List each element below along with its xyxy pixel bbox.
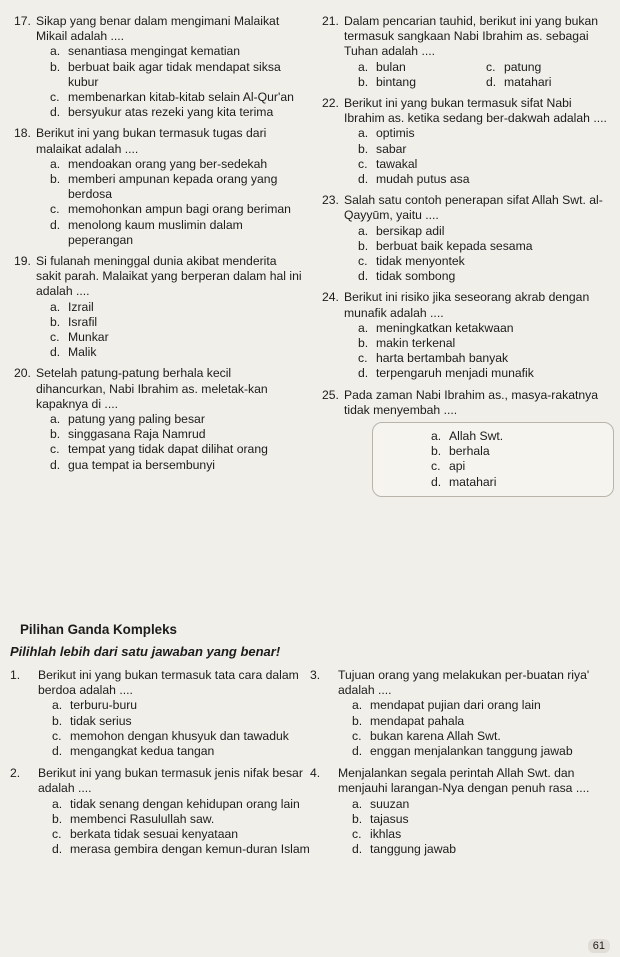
question-stem: Sikap yang benar dalam mengimani Malaikat Mikail adalah .... bbox=[36, 14, 280, 44]
option-c[interactable]: c. tempat yang tidak dapat dilihat orang bbox=[50, 442, 268, 457]
option-a[interactable]: a. bersikap adil bbox=[358, 223, 445, 238]
question-stem: Salah satu contoh penerapan sifat Allah Swt. al-Qayyūm, yaitu .... bbox=[344, 193, 603, 223]
question-number: 4. bbox=[310, 766, 321, 781]
option-c[interactable]: c. memohon dengan khusyuk dan tawaduk bbox=[52, 728, 289, 743]
page-number: 61 bbox=[588, 939, 610, 953]
option-a[interactable]: a. optimis bbox=[358, 126, 415, 141]
option-b[interactable]: b. berhala bbox=[431, 444, 490, 459]
option-b[interactable]: b. Israfil bbox=[50, 314, 98, 329]
option-c[interactable]: c. patung bbox=[486, 59, 542, 74]
question-number: 22. bbox=[322, 96, 339, 111]
option-c[interactable]: c. membenarkan kitab-kitab selain Al-Qur'an bbox=[50, 90, 294, 105]
question-number: 18. bbox=[14, 126, 31, 141]
question-number: 24. bbox=[322, 290, 339, 305]
option-b[interactable]: b. bintang bbox=[358, 74, 416, 89]
question-number: 2. bbox=[10, 766, 21, 781]
option-d[interactable]: d. tanggung jawab bbox=[352, 842, 457, 857]
question-22 bbox=[322, 96, 614, 187]
option-b[interactable]: b. sabar bbox=[358, 141, 407, 156]
answer-box bbox=[372, 422, 614, 497]
option-b[interactable]: b. berbuat baik kepada sesama bbox=[358, 238, 533, 253]
option-d[interactable]: d. matahari bbox=[431, 474, 497, 489]
option-b[interactable]: b. membenci Rasulullah saw. bbox=[52, 811, 215, 826]
question-number: 19. bbox=[14, 254, 31, 269]
question-20 bbox=[14, 366, 304, 472]
option-d[interactable]: d. mengangkat kedua tangan bbox=[52, 744, 215, 759]
option-d[interactable]: d. menolong kaum muslimin dalam peperangan bbox=[50, 217, 243, 247]
option-c[interactable]: c. Munkar bbox=[50, 330, 109, 345]
section-right-column bbox=[310, 668, 610, 864]
question-24 bbox=[322, 290, 614, 381]
option-b[interactable]: b. makin terkenal bbox=[358, 336, 456, 351]
option-c[interactable]: c. memohonkan ampun bagi orang beriman bbox=[50, 202, 291, 217]
question-stem: Dalam pencarian tauhid, berikut ini yang bukan termasuk sangkaan Nabi Ibrahim as. sebagai Tuhan adalah .... bbox=[344, 14, 599, 59]
question-stem: Pada zaman Nabi Ibrahim as., masya-rakatnya tidak menyembah .... bbox=[344, 387, 599, 417]
question-23 bbox=[322, 193, 614, 284]
question-number: 17. bbox=[14, 14, 31, 28]
option-d[interactable]: d. gua tempat ia bersembunyi bbox=[50, 457, 216, 472]
section-instruction: Pilihlah lebih dari satu jawaban yang benar! bbox=[10, 644, 281, 659]
option-b[interactable]: b. memberi ampunan kepada orang yang berdosa bbox=[50, 172, 278, 202]
complex-question-1 bbox=[10, 668, 310, 759]
question-number: 3. bbox=[310, 668, 321, 682]
option-d[interactable]: d. enggan menjalankan tanggung jawab bbox=[352, 744, 573, 759]
option-d[interactable]: d. terpengaruh menjadi munafik bbox=[358, 366, 534, 381]
option-b[interactable]: b. mendapat pahala bbox=[352, 713, 465, 728]
option-a[interactable]: a. Izrail bbox=[50, 299, 94, 314]
option-c[interactable]: c. ikhlas bbox=[352, 827, 402, 842]
option-c[interactable]: c. api bbox=[431, 459, 466, 474]
section-heading: Pilihan Ganda Kompleks bbox=[20, 622, 178, 637]
question-stem: Berikut ini yang bukan termasuk tugas dari malaikat adalah .... bbox=[36, 126, 267, 156]
question-stem: Menjalankan segala perintah Allah Swt. dan menjauhi larangan-Nya dengan penuh rasa .... bbox=[338, 766, 590, 796]
option-a[interactable]: a. mendapat pujian dari orang lain bbox=[352, 698, 541, 713]
question-stem: Tujuan orang yang melakukan per-buatan riya' adalah .... bbox=[338, 668, 590, 698]
complex-question-2 bbox=[10, 766, 310, 857]
question-17 bbox=[14, 14, 304, 120]
question-stem: Berikut ini yang bukan termasuk sifat Nabi Ibrahim as. ketika sedang ber-dakwah adalah .... bbox=[344, 96, 607, 126]
option-c[interactable]: c. berkata tidak sesuai kenyataan bbox=[52, 827, 239, 842]
question-stem: Setelah patung-patung berhala kecil dihancurkan, Nabi Ibrahim as. meletak-kan kapaknya di .... bbox=[36, 366, 268, 411]
question-stem: Berikut ini yang bukan termasuk jenis nifak besar adalah .... bbox=[38, 766, 303, 796]
option-b[interactable]: b. tidak serius bbox=[52, 713, 132, 728]
option-a[interactable]: a. meningkatkan ketakwaan bbox=[358, 320, 514, 335]
option-d[interactable]: d. merasa gembira dengan kemun-duran Islam bbox=[52, 842, 310, 857]
question-stem: Berikut ini yang bukan termasuk tata cara dalam berdoa adalah .... bbox=[38, 668, 299, 698]
question-number: 21. bbox=[322, 14, 339, 28]
question-number: 20. bbox=[14, 366, 31, 381]
left-column bbox=[14, 14, 304, 479]
option-a[interactable]: a. Allah Swt. bbox=[431, 429, 504, 444]
option-d[interactable]: d. matahari bbox=[486, 74, 552, 89]
right-column bbox=[322, 14, 614, 503]
option-c[interactable]: c. harta bertambah banyak bbox=[358, 351, 509, 366]
option-a[interactable]: a. tidak senang dengan kehidupan orang lain bbox=[52, 796, 300, 811]
option-b[interactable]: b. tajasus bbox=[352, 811, 409, 826]
option-a[interactable]: a. terburu-buru bbox=[52, 698, 138, 713]
option-a[interactable]: a. mendoakan orang yang ber-sedekah bbox=[50, 156, 268, 171]
question-number: 23. bbox=[322, 193, 339, 208]
option-c[interactable]: c. tawakal bbox=[358, 156, 418, 171]
option-d[interactable]: d. Malik bbox=[50, 345, 97, 360]
question-stem: Si fulanah meninggal dunia akibat menderita sakit parah. Malaikat yang berperan dalam hal ini adalah .... bbox=[36, 254, 302, 299]
complex-choice-section bbox=[10, 622, 610, 864]
question-18 bbox=[14, 126, 304, 248]
question-number: 1. bbox=[10, 668, 21, 682]
question-19 bbox=[14, 254, 304, 360]
option-d[interactable]: d. bersyukur atas rezeki yang kita terima bbox=[50, 105, 274, 120]
option-d[interactable]: d. mudah putus asa bbox=[358, 172, 470, 187]
section-grid bbox=[10, 668, 610, 864]
question-number: 25. bbox=[322, 387, 339, 402]
option-a[interactable]: a. patung yang paling besar bbox=[50, 412, 205, 427]
question-25 bbox=[322, 388, 614, 497]
question-stem: Berikut ini risiko jika seseorang akrab dengan munafik adalah .... bbox=[344, 290, 590, 320]
option-a[interactable]: a. senantiasa mengingat kematian bbox=[50, 44, 241, 59]
option-b[interactable]: b. singgasana Raja Namrud bbox=[50, 427, 206, 442]
question-21 bbox=[322, 14, 614, 90]
option-d[interactable]: d. tidak sombong bbox=[358, 269, 456, 284]
section-left-column bbox=[10, 668, 310, 864]
option-c[interactable]: c. tidak menyontek bbox=[358, 254, 465, 269]
option-a[interactable]: a. bulan bbox=[358, 59, 406, 74]
complex-question-3 bbox=[310, 668, 610, 759]
complex-question-4 bbox=[310, 766, 610, 857]
option-b[interactable]: b. berbuat baik agar tidak mendapat siksa kubur bbox=[50, 59, 281, 89]
option-c[interactable]: c. bukan karena Allah Swt. bbox=[352, 728, 501, 743]
option-a[interactable]: a. suuzan bbox=[352, 796, 410, 811]
options-grid bbox=[344, 60, 614, 90]
